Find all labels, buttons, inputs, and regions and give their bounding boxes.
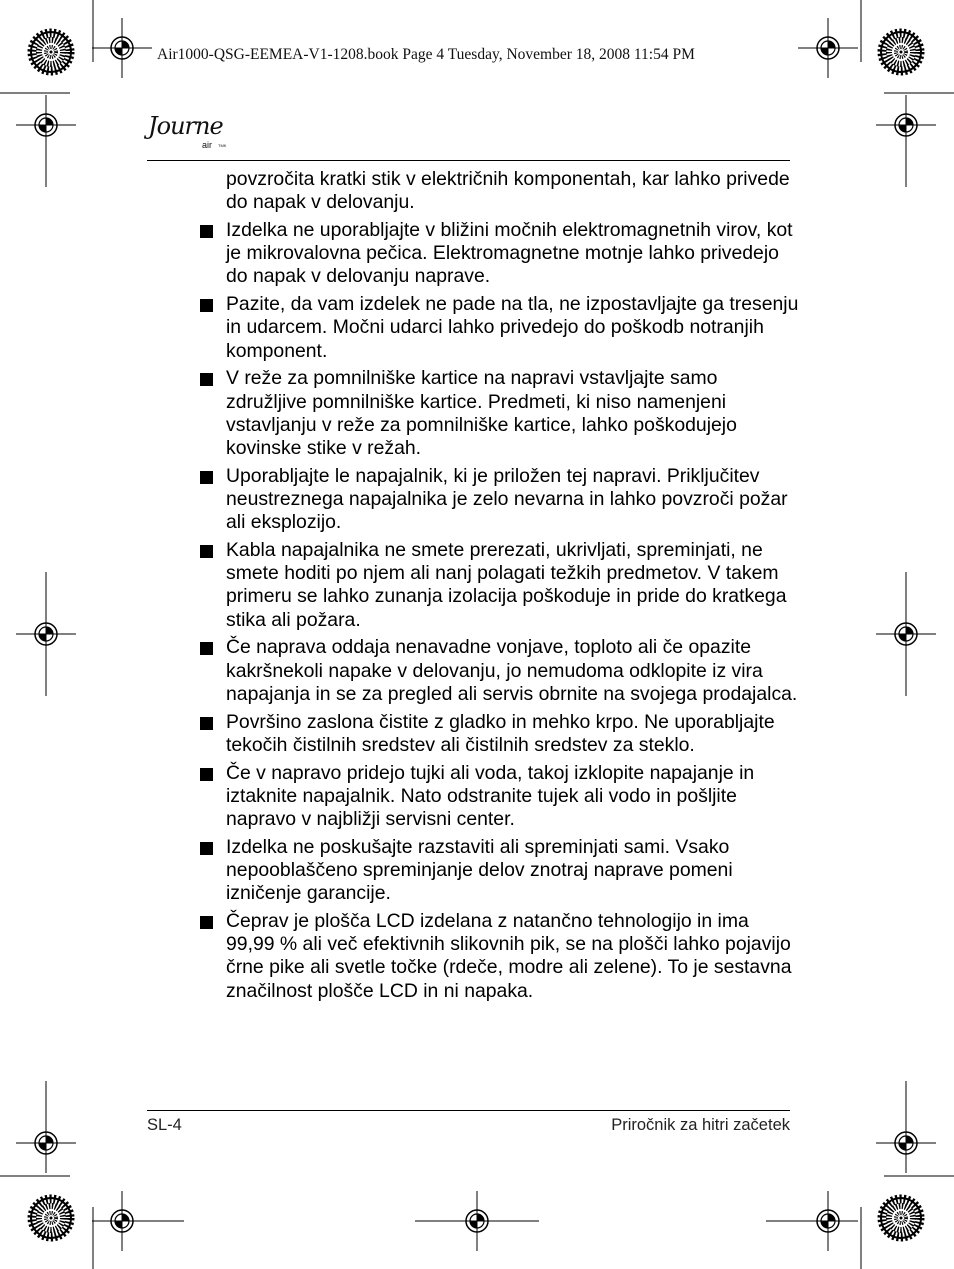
footer-rule [147,1110,790,1111]
square-bullet-icon [200,299,213,312]
list-item [199,910,799,1003]
page-number: SL-4 [147,1116,182,1134]
list-item-text: Če naprava oddaja nenavadne vonjave, toploto ali če opazite kakršnekoli napake v delovanju, jo nemudoma odklopite iz vira napajanja in se za pregled ali servis obrnite na svojega prodajalca. [226,636,798,705]
list-item-text: Izdelka ne poskušajte razstaviti ali spreminjati sami. Vsako nepooblaščeno spreminjanje delov znotraj naprave pomeni izničenje garancije. [226,835,733,905]
list-item [199,836,799,906]
square-bullet-icon [200,225,213,238]
logo-tm-text: TMK [218,143,227,148]
footer-title: Priročnik za hitri začetek [611,1116,790,1134]
list-item-text: Uporabljajte le napajalnik, ki je priložen tej napravi. Priključitev neustreznega napajalnika je zelo nevarna in lahko povzroči požar ali eksplozijo. [226,464,788,534]
logo-sub-text: air [202,140,213,150]
list-item [199,711,799,757]
square-bullet-icon [200,768,213,781]
continued-paragraph: povzročita kratki stik v električnih komponentah, kar lahko privede do napak v delovanju. [226,168,790,214]
list-item-text: Čeprav je plošča LCD izdelana z natančno tehnologijo in ima 99,99 % ali več efektivnih slikovnih pik, se na plošči lahko pojavijo črne pike ali svetle točke (rdeče, modre ali zelene). To je sestavna značilnost plošče LCD in ni napaka. [226,910,792,1002]
square-bullet-icon [200,471,213,484]
list-item-text: Kabla napajalnika ne smete prerezati, ukrivljati, spreminjati, ne smete hoditi po njem ali nanj polagati težkih predmetov. V takem primeru se lahko zunanja izolacija poškoduje in pride do kratkega stika ali požara. [226,539,787,631]
list-item-text: Površino zaslona čistite z gladko in mehko krpo. Ne uporabljajte tekočih čistilnih sredstev ali čistilnih sredstev za steklo. [226,710,775,756]
list-item [199,367,799,460]
square-bullet-icon [200,842,213,855]
list-item [199,762,799,832]
list-item [199,636,799,706]
list-item [199,219,799,289]
list-item-text: Izdelka ne uporabljajte v bližini močnih elektromagnetnih virov, kot je mikrovalovna pečica. Elektromagnetne motnje lahko privedejo do napak v delovanju naprave. [226,219,793,288]
list-item [199,539,799,632]
safety-list [199,219,799,1003]
list-item-text: V reže za pomnilniške kartice na napravi vstavljajte samo združljive pomnilniške kartice. Predmeti, ki niso namenjeni vstavljanju v reže za pomnilniške kartice, lahko poškodujejo kovinske stike v režah. [226,367,737,460]
list-item-text: Pazite, da vam izdelek ne pade na tla, ne izpostavljajte ga tresenju in udarcem. Močni udarci lahko privedejo do poškodb notranjih komponent. [226,293,799,362]
list-item [199,465,799,535]
square-bullet-icon [200,916,213,929]
safety-content [199,168,799,1003]
square-bullet-icon [200,373,213,386]
journe-air-logo [148,112,238,160]
square-bullet-icon [200,642,213,655]
list-item [199,293,799,363]
square-bullet-icon [200,717,213,730]
list-item-text: Če v napravo pridejo tujki ali voda, takoj izklopite napajanje in iztaknite napajalnik. Nato odstranite tujek ali vodo in pošljite napravo v najbližji servisni center. [226,761,755,831]
print-slug-header: Air1000-QSG-EEMEA-V1-1208.book Page 4 Tuesday, November 18, 2008 11:54 PM [157,46,695,63]
logo-script-text: Journe [148,112,223,140]
square-bullet-icon [200,545,213,558]
header-rule [147,160,790,161]
